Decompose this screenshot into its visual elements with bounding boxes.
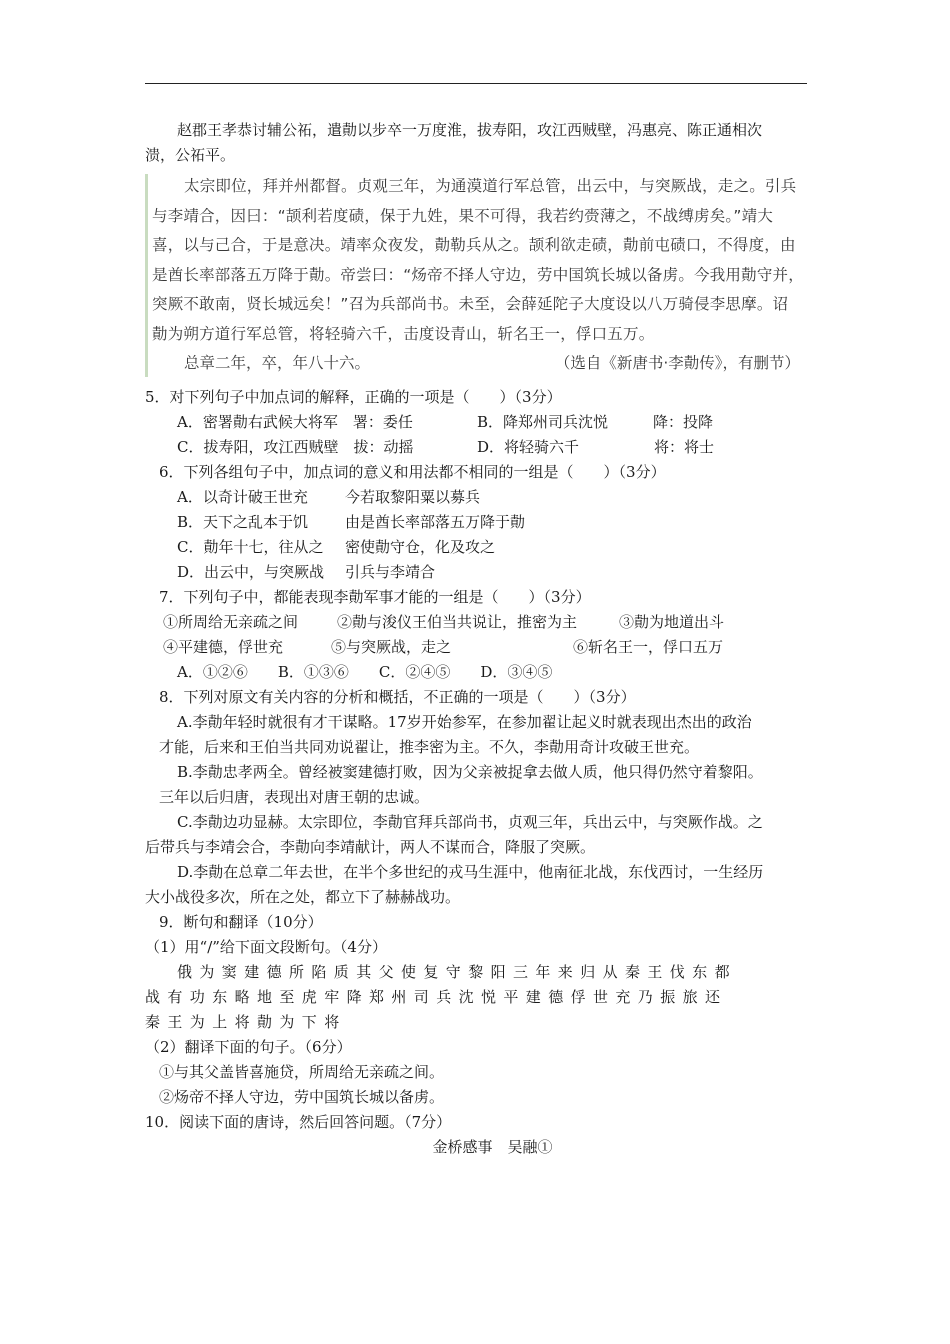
sub-question: （1）用“/”给下面文段断句。（4分） xyxy=(145,937,387,956)
translate-sentence: ①与其父盖皆喜施贷，所周给无亲疏之间。 xyxy=(159,1062,445,1081)
scanned-passage xyxy=(145,172,810,379)
item-4: ④平建德，俘世充 xyxy=(163,637,284,656)
option-row xyxy=(145,410,810,435)
option-c-line: C.李勣边功显赫。太宗即位，李勣官拜兵部尚书，贞观三年，兵出云中，与突厥作战。之 xyxy=(177,812,763,831)
option-a: A．密署勣右武候大将军 署：委任 xyxy=(177,412,413,431)
option-c-right: 密使勣守仓，化及攻之 xyxy=(345,537,496,556)
option-b-left: B．天下之乱本于饥 xyxy=(177,512,309,531)
option-c-line: 后带兵与李靖会合，李勣向李靖献计，两人不谋而合，降服了突厥。 xyxy=(145,837,596,856)
item-6: ⑥斩名王一，俘口五万 xyxy=(573,637,724,656)
option-c-left: C．勣年十七，往从之 xyxy=(177,537,324,556)
question-10 xyxy=(145,1110,810,1160)
punctuation-text: 战有功东略地至虎牢降郑州司兵沈悦平建德俘世充乃振旅还 xyxy=(145,987,728,1006)
option-row xyxy=(145,485,810,510)
intro-line: 赵郡王孝恭讨辅公祏，遣勣以步卒一万度淮，拔寿阳，攻江西贼壁，冯惠亮、陈正通相次 xyxy=(177,121,763,139)
punctuation-text: 秦王为上将勣为下将 xyxy=(145,1012,347,1031)
punctuation-text: 俄为窦建德所陷质其父使复守黎阳三年来归从秦王伐东都 xyxy=(177,962,738,981)
option-b-line: 三年以后归唐，表现出对唐王朝的忠诚。 xyxy=(159,787,430,806)
question-stem: 8．下列对原文有关内容的分析和概括，不正确的一项是（ ）（3分） xyxy=(159,687,636,706)
item-5: ⑤与突厥战，走之 xyxy=(331,637,452,656)
option-row xyxy=(145,560,810,585)
item-row xyxy=(145,635,810,660)
option-d: D．将轻骑六千 将：将士 xyxy=(477,437,715,456)
option-d-line: D.李勣在总章二年去世，在半个多世纪的戎马生涯中，他南征北战，东伐西讨，一生经历 xyxy=(177,862,764,881)
option-a-line: 才能，后来和王伯当共同劝说翟让，推李密为主。不久，李勣用奇计攻破王世充。 xyxy=(159,737,700,756)
question-9 xyxy=(145,910,810,1110)
question-stem: 6．下列各组句子中，加点词的意义和用法都不相同的一组是（ ）（3分） xyxy=(159,462,666,481)
question-stem: 5．对下列句子中加点词的解释，正确的一项是（ ）（3分） xyxy=(145,387,562,406)
option-a-left: A．以奇计破王世充 xyxy=(177,487,308,506)
passage-line: 喜，以与己合，于是意决。靖率众夜发，勣勒兵从之。颉利欲走碛，勣前屯碛口，不得度，由 xyxy=(152,236,796,254)
passage-line: 突厥不敢南，贤长城远矣！”召为兵部尚书。未至，会薛延陀子大度设以八万骑侵李思摩。诏 xyxy=(152,295,789,313)
poem-title: 金桥感事 吴融① xyxy=(432,1137,553,1156)
exam-page xyxy=(145,118,810,1160)
passage-line: 是酋长率部落五万降于勣。帝尝曰：“炀帝不择人守边，劳中国筑长城以备虏。今我用勣守并， xyxy=(152,265,804,284)
option-row xyxy=(145,435,810,460)
option-row xyxy=(145,535,810,560)
item-2: ②勣与浚仪王伯当共说让，推密为主 xyxy=(337,612,578,631)
choice-row: A．①②⑥ B．①③⑥ C．②④⑤ D．③④⑤ xyxy=(177,662,553,681)
question-8 xyxy=(145,685,810,910)
item-3: ③勣为地道出斗 xyxy=(619,612,725,631)
question-6 xyxy=(145,460,810,585)
item-1: ①所周给无亲疏之间 xyxy=(163,612,299,631)
option-row xyxy=(145,510,810,535)
intro-line: 溃，公祏平。 xyxy=(145,146,236,164)
passage-line: 太宗即位，拜并州都督。贞观三年，为通漠道行军总管，出云中，与突厥战，走之。引兵 xyxy=(184,177,797,195)
question-7 xyxy=(145,585,810,685)
question-stem: 7．下列句子中，都能表现李勣军事才能的一组是（ ）（3分） xyxy=(159,587,591,606)
option-a-right: 今若取黎阳粟以募兵 xyxy=(345,487,481,506)
passage-source: （选自《新唐书·李勣传》，有删节） xyxy=(554,354,800,372)
option-b-line: B.李勣忠孝两全。曾经被窦建德打败，因为父亲被捉拿去做人质，他只得仍然守着黎阳。 xyxy=(177,762,763,781)
question-stem: 9．断句和翻译（10分） xyxy=(159,912,323,931)
intro-passage xyxy=(145,118,810,168)
option-c: C．拔寿阳，攻江西贼壁 拔：动摇 xyxy=(177,437,414,456)
passage-line: 总章二年，卒，年八十六。 xyxy=(184,354,371,372)
option-d-line: 大小战役多次，所在之处，都立下了赫赫战功。 xyxy=(145,887,461,906)
sub-question: （2）翻译下面的句子。（6分） xyxy=(145,1037,352,1056)
option-d-right: 引兵与李靖合 xyxy=(345,562,436,581)
option-b: B．降郑州司兵沈悦 降：投降 xyxy=(477,412,714,431)
option-a-line: A.李勣年轻时就很有才干谋略。17岁开始参军，在参加翟让起义时就表现出杰出的政治 xyxy=(177,712,752,731)
option-d-left: D．出云中，与突厥战 xyxy=(177,562,325,581)
question-stem: 10．阅读下面的唐诗，然后回答问题。（7分） xyxy=(145,1112,452,1131)
option-b-right: 由是酋长率部落五万降于勣 xyxy=(345,512,526,531)
passage-line: 与李靖合，因曰：“颉利若度碛，保于九姓，果不可得，我若约赍薄之，不战缚虏矣。”靖大 xyxy=(152,206,774,225)
passage-footer xyxy=(152,349,810,379)
passage-line: 勣为朔方道行军总管，将轻骑六千，击度设青山，斩名王一，俘口五万。 xyxy=(152,324,655,343)
item-row xyxy=(145,610,810,635)
translate-sentence: ②炀帝不择人守边，劳中国筑长城以备虏。 xyxy=(159,1087,445,1106)
question-5 xyxy=(145,385,810,460)
header-rule xyxy=(145,83,807,84)
